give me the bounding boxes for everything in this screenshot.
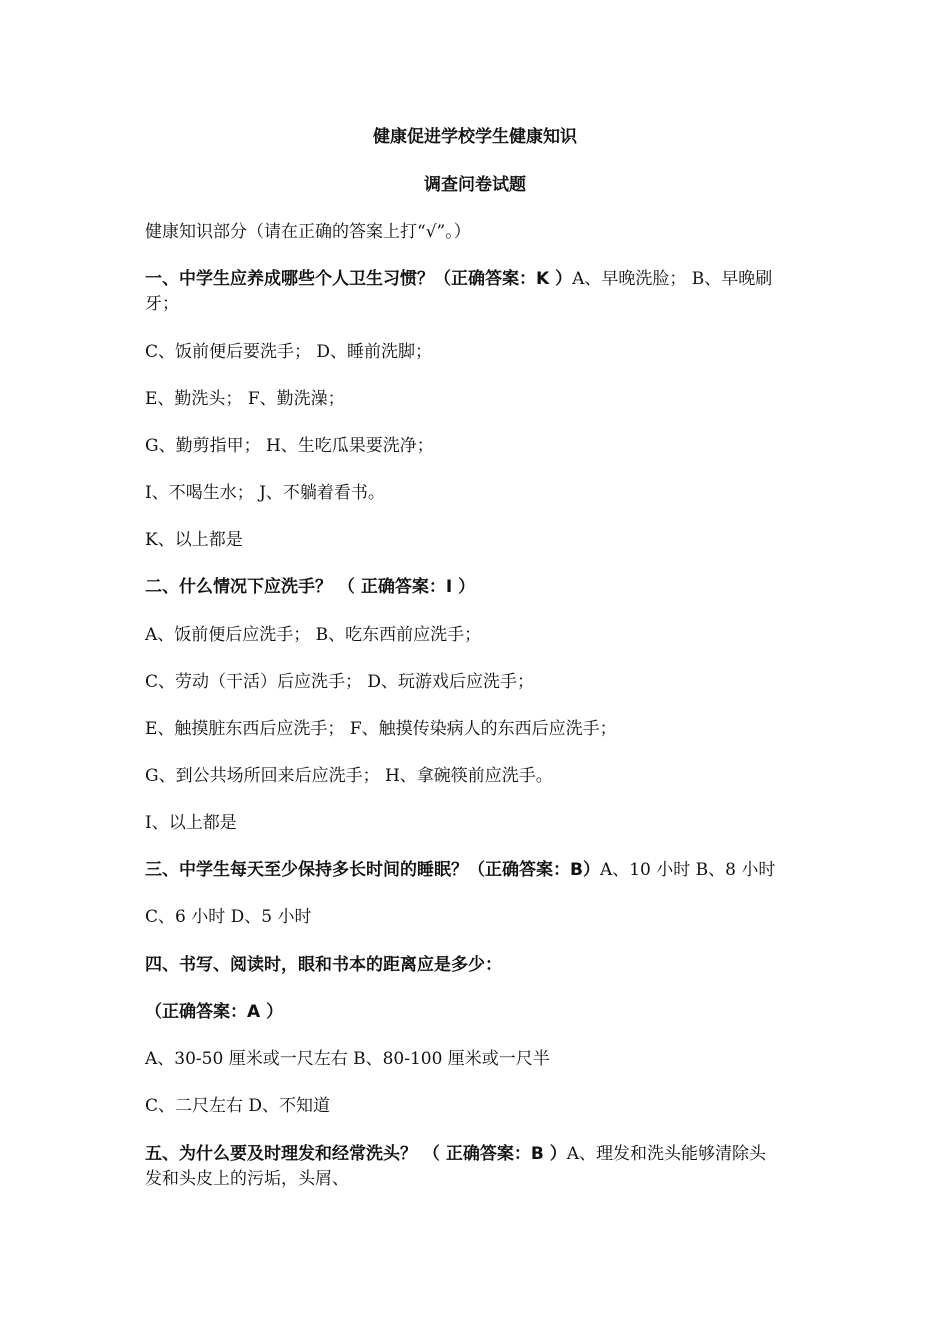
q2-option: I、以上都是: [145, 813, 237, 833]
q1-option: C、饭前便后要洗手； D、睡前洗脚；: [145, 342, 433, 362]
q4-option: C、二尺左右 D、不知道: [145, 1096, 331, 1116]
q4-option: A、30-50 厘米或一尺左右 B、80-100 厘米或一尺半: [145, 1049, 550, 1069]
q5-tail2: 发和头皮上的污垢，头屑、: [145, 1169, 349, 1189]
q2-option: A、饭前便后应洗手； B、吃东西前应洗手；: [145, 625, 482, 645]
document-title-line2: 调查问卷试题: [424, 175, 526, 195]
q1-tail2: 牙；: [145, 294, 179, 314]
q5-heading: 五、为什么要及时理发和经常洗头？ （ 正确答案：B ）: [145, 1144, 567, 1164]
q1-option: K、以上都是: [145, 530, 243, 550]
q5-tail: A、理发和洗头能够清除头: [566, 1144, 766, 1164]
q1-option: I、不喝生水； J、不躺着看书。: [145, 483, 385, 503]
q1-option: E、勤洗头； F、勤洗澡；: [145, 389, 345, 409]
document-title-line1: 健康促进学校学生健康知识: [373, 127, 577, 147]
q3-option: C、6 小时 D、5 小时: [145, 907, 312, 927]
q2-option: E、触摸脏东西后应洗手； F、触摸传染病人的东西后应洗手；: [145, 719, 617, 739]
q1-option: G、勤剪指甲； H、生吃瓜果要洗净；: [145, 436, 434, 456]
q3-heading-line: [145, 858, 775, 882]
q3-tail: A、10 小时 B、8 小时: [599, 860, 776, 880]
q4-answer: （正确答案：A ）: [145, 1002, 284, 1022]
q1-heading: 一、中学生应养成哪些个人卫生习惯？（正确答案：K ）: [145, 269, 573, 289]
q3-heading: 三、中学生每天至少保持多长时间的睡眠？（正确答案：B）: [145, 860, 600, 880]
q2-heading: 二、什么情况下应洗手？ （ 正确答案：I ）: [145, 577, 476, 597]
q2-option: C、劳动（干活）后应洗手； D、玩游戏后应洗手；: [145, 672, 535, 692]
q1-heading-line: [145, 267, 772, 291]
q2-option: G、到公共场所回来后应洗手； H、拿碗筷前应洗手。: [145, 766, 553, 786]
intro-text: 健康知识部分（请在正确的答案上打“√”。）: [145, 222, 471, 242]
q5-heading-line: [145, 1142, 766, 1166]
q4-heading: 四、书写、阅读时，眼和书本的距离应是多少：: [145, 955, 502, 975]
q1-tail: A、早晚洗脸； B、早晚刷: [572, 269, 773, 289]
